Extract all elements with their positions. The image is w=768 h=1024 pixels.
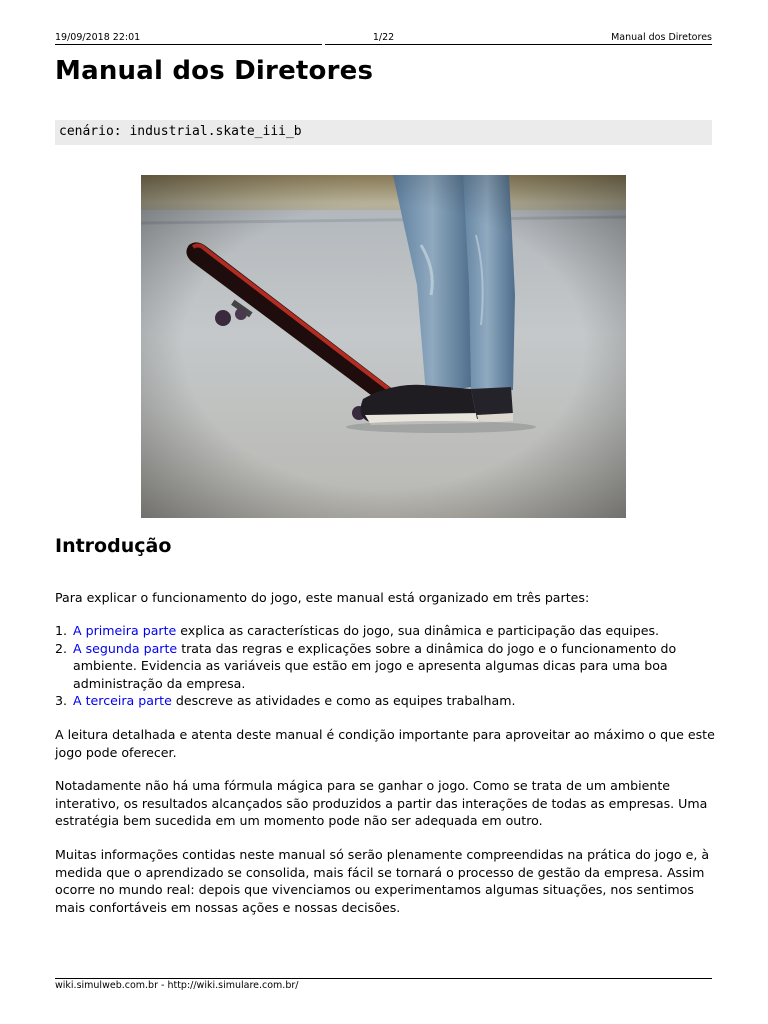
page-title: Manual dos Diretores [55,56,374,86]
header-doc-title: Manual dos Diretores [611,32,712,43]
list-item-text: trata das regras e explicações sobre a dinâmica do jogo e o funcionamento do ambiente. Evidencia as variáveis que estão em jogo e apresenta algumas dicas para uma boa administração da empresa. [73,640,677,691]
section-heading-introducao: Introdução [55,535,172,557]
intro-lead-paragraph [55,589,715,607]
intro-lead-text: Para explicar o funcionamento do jogo, este manual está organizado em três partes: [55,590,590,605]
paragraph-text: A leitura detalhada e atenta deste manual é condição importante para aproveitar ao máximo o que este jogo pode oferecer. [55,727,715,760]
skateboard-photo [141,175,626,518]
list-item-text: descreve as atividades e como as equipes trabalham. [171,693,516,709]
link-primeira-parte[interactable]: A primeira parte [73,623,177,638]
list-number: 1. [55,623,68,638]
header-datetime: 19/09/2018 22:01 [55,32,141,43]
paragraph-formula [55,777,715,830]
scenario-code-text: cenário: industrial.skate_iii_b [59,124,302,139]
header-page-number: 1/22 [372,32,395,43]
list-item [55,622,715,640]
list-item-text: explica as características do jogo, sua dinâmica e participação das equipes. [176,623,660,638]
list-number: 2. [55,640,68,656]
list-number: 3. [55,693,68,709]
list-item [55,692,715,710]
link-terceira-parte[interactable]: A terceira parte [73,693,172,709]
scenario-code-block [55,120,712,145]
paragraph-informacoes [55,846,715,916]
footer-divider [55,978,712,979]
list-item [55,640,715,693]
header-divider-right [325,44,712,45]
link-segunda-parte[interactable]: A segunda parte [73,640,178,656]
paragraph-leitura [55,726,715,761]
parts-list [55,622,715,710]
paragraph-text: Muitas informações contidas neste manual só serão plenamente compreendidas na prática do jogo e, à medida que o aprendizado se consolida, mais fácil se tornará o processo de gestão da empresa. Assim ocorre no mundo real: depois que vivenciamos ou experimentamos algumas situações, nos sentimos mais confortáveis em nossas ações e nossas decisões. [55,847,710,915]
header-divider-left [55,44,322,45]
paragraph-text: Notadamente não há uma fórmula mágica para se ganhar o jogo. Como se trata de um ambiente interativo, os resultados alcançados são produzidos a partir das interações de todas as empresas. Uma estratégia bem sucedida em um momento pode não ser adequada em outro. [55,778,708,829]
page-footer: wiki.simulweb.com.br - http://wiki.simulare.com.br/ [55,980,299,991]
